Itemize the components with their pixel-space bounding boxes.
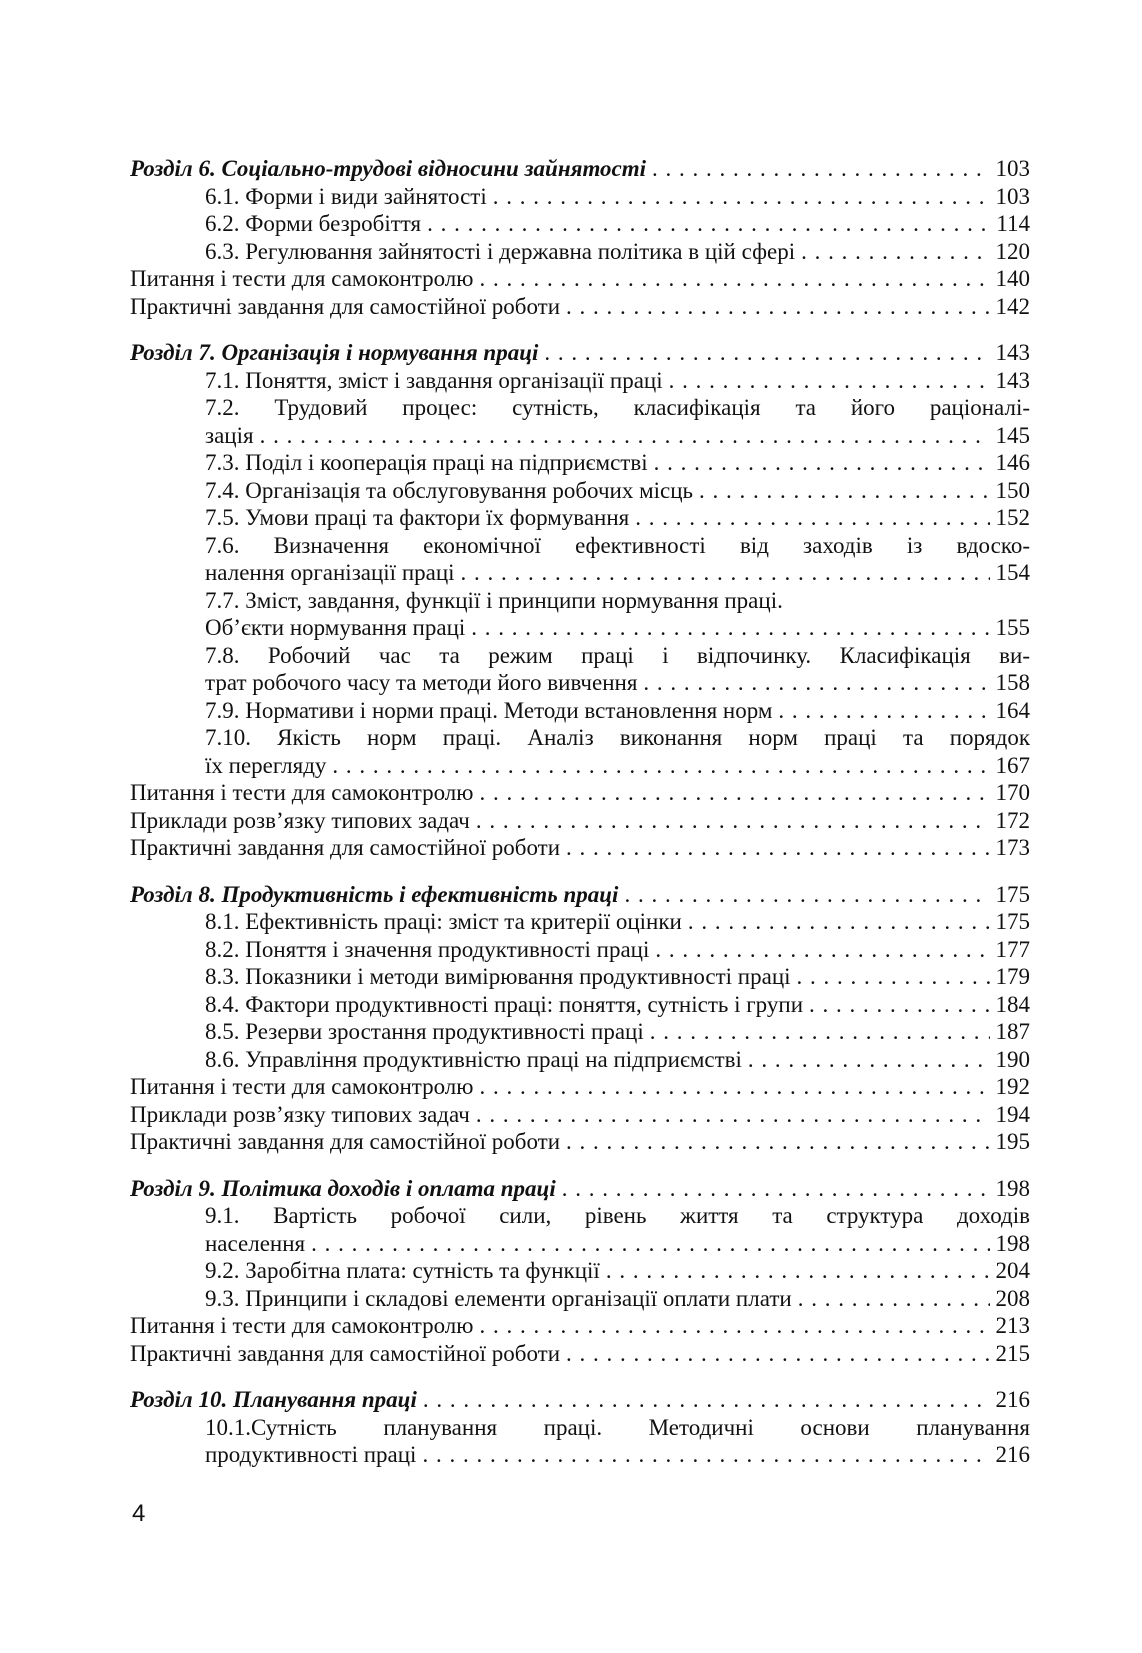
- toc-section-10: [130, 1386, 1030, 1469]
- toc-entry[interactable]: 6.2. Форми безробіття . . . 114: [130, 210, 1030, 238]
- section-title: Розділ 9. Політика доходів і оплата праці: [130, 1175, 556, 1201]
- page-number: 4: [132, 1500, 146, 1527]
- section-title: Розділ 10. Планування праці: [130, 1387, 417, 1412]
- toc-entry[interactable]: 8.1. Ефективність праці: зміст та критерії оцінки . . . 175: [130, 908, 1030, 936]
- toc-entry[interactable]: 8.5. Резерви зростання продуктивності праці . . . 187: [130, 1018, 1030, 1046]
- toc-entry[interactable]: налення організації праці . . . 154: [130, 559, 1030, 587]
- toc-entry[interactable]: Практичні завдання для самостійної роботи . . . 215: [130, 1340, 1030, 1368]
- toc-section-7: [130, 339, 1030, 862]
- page-ref: 143: [995, 340, 1030, 365]
- toc-entry[interactable]: 8.3. Показники і методи вимірювання продуктивності праці . . . 179: [130, 963, 1030, 991]
- toc-entry[interactable]: Питання і тести для самоконтролю . . . 213: [130, 1312, 1030, 1340]
- toc-entry[interactable]: зація . . . 145: [130, 422, 1030, 450]
- toc-section-heading[interactable]: [130, 1386, 1030, 1414]
- toc-entry[interactable]: Питання і тести для самоконтролю . . . 170: [130, 779, 1030, 807]
- toc-entry[interactable]: 8.6. Управління продуктивністю праці на підприємстві . . . 190: [130, 1046, 1030, 1074]
- toc-entry[interactable]: 6.1. Форми і види зайнятості . . . 103: [130, 183, 1030, 211]
- toc-entry[interactable]: 8.2. Поняття і значення продуктивності праці . . . 177: [130, 936, 1030, 964]
- page-ref: 103: [995, 156, 1030, 181]
- toc-entry-line: 7.6. Визначення економічної ефективності від заходів із вдоско-: [205, 532, 1030, 558]
- toc-entry[interactable]: 7.5. Умови праці та фактори їх формування . . . 152: [130, 504, 1030, 532]
- section-title: Розділ 8. Продуктивність і ефективність праці: [130, 881, 619, 907]
- table-of-contents: [130, 155, 1030, 1488]
- toc-entry[interactable]: 7.4. Організація та обслуговування робочих місць . . . 150: [130, 477, 1030, 505]
- toc-entry[interactable]: 7.9. Нормативи і норми праці. Методи встановлення норм . . . 164: [130, 697, 1030, 725]
- toc-entry-line: 10.1.Сутність планування праці. Методичні основи планування: [205, 1414, 1030, 1440]
- toc-entry[interactable]: 6.3. Регулювання зайнятості і державна політика в цій сфері . . . 120: [130, 238, 1030, 266]
- toc-entry-line: 9.1. Вартість робочої сили, рівень життя та структура доходів: [205, 1203, 1030, 1228]
- toc-entry[interactable]: 9.3. Принципи і складові елементи організації оплати плати . . . 208: [130, 1285, 1030, 1313]
- toc-entry[interactable]: 8.4. Фактори продуктивності праці: поняття, сутність і групи . . . 184: [130, 991, 1030, 1019]
- toc-entry-line: 7.10. Якість норм праці. Аналіз виконання норм праці та порядок: [205, 725, 1030, 750]
- toc-entry[interactable]: трат робочого часу та методи його вивчення . . . 158: [130, 669, 1030, 697]
- toc-entry[interactable]: 7.3. Поділ і кооперація праці на підприємстві . . . 146: [130, 449, 1030, 477]
- toc-section-8: [130, 881, 1030, 1156]
- toc-entry[interactable]: 7.1. Поняття, зміст і завдання організації праці . . . 143: [130, 367, 1030, 395]
- page-ref: 198: [995, 1175, 1030, 1201]
- toc-entry[interactable]: продуктивності праці . . . 216: [130, 1441, 1030, 1469]
- toc-entry-line: 7.8. Робочий час та режим праці і відпочинку. Класифікація ви-: [205, 642, 1030, 668]
- toc-entry[interactable]: Питання і тести для самоконтролю . . . 192: [130, 1073, 1030, 1101]
- toc-entry[interactable]: Практичні завдання для самостійної роботи . . . 195: [130, 1128, 1030, 1156]
- toc-entry[interactable]: Практичні завдання для самостійної роботи . . . 142: [130, 293, 1030, 321]
- page-ref: 216: [995, 1387, 1030, 1412]
- toc-entry[interactable]: Приклади розв’язку типових задач . . . 194: [130, 1101, 1030, 1129]
- toc-entry[interactable]: Об’єкти нормування праці . . . 155: [130, 614, 1030, 642]
- toc-entry[interactable]: 9.2. Заробітна плата: сутність та функції . . . 204: [130, 1257, 1030, 1285]
- page-ref: 175: [995, 881, 1030, 907]
- toc-entry[interactable]: Практичні завдання для самостійної роботи . . . 173: [130, 834, 1030, 862]
- toc-entry[interactable]: населення . . . 198: [130, 1230, 1030, 1258]
- toc-section-6: [130, 155, 1030, 320]
- toc-section-heading[interactable]: [130, 1175, 1030, 1203]
- toc-section-heading[interactable]: [130, 155, 1030, 183]
- toc-entry-line: 7.7. Зміст, завдання, функції і принципи нормування праці.: [205, 587, 783, 613]
- section-title: Розділ 7. Організація і нормування праці: [130, 340, 539, 365]
- toc-section-9: [130, 1175, 1030, 1368]
- toc-section-heading[interactable]: [130, 339, 1030, 367]
- toc-section-heading[interactable]: [130, 881, 1030, 909]
- toc-entry[interactable]: Приклади розв’язку типових задач . . . 172: [130, 807, 1030, 835]
- toc-entry-line: 7.2. Трудовий процес: сутність, класифікація та його раціоналі-: [205, 395, 1030, 420]
- toc-entry[interactable]: Питання і тести для самоконтролю . . . 140: [130, 265, 1030, 293]
- section-title: Розділ 6. Соціально-трудові відносини зайнятості: [130, 156, 647, 181]
- toc-entry[interactable]: їх перегляду . . . 167: [130, 752, 1030, 780]
